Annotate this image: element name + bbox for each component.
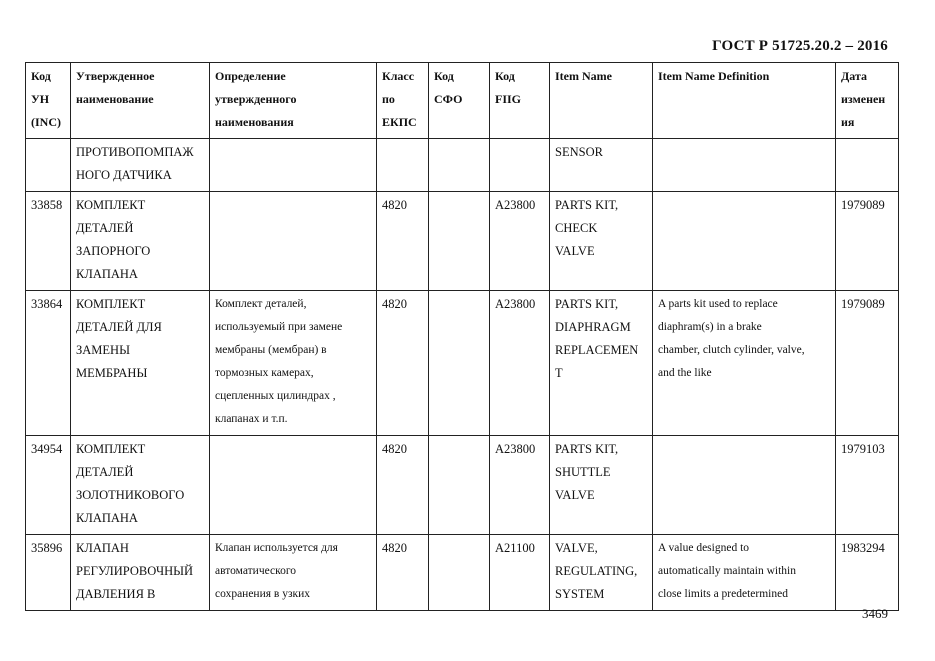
cell-sfo	[429, 436, 490, 535]
cell-definition	[210, 139, 377, 192]
cell-item-name: PARTS KIT, CHECK VALVE	[550, 192, 653, 291]
cell-inc: 33858	[26, 192, 71, 291]
header-item-name: Item Name	[550, 63, 653, 139]
cell-inc	[26, 139, 71, 192]
cell-class: 4820	[377, 436, 429, 535]
header-sfo-code: Код СФО	[429, 63, 490, 139]
cell-date: 1979103	[836, 436, 899, 535]
cell-fiig: A23800	[490, 291, 550, 436]
cell-item-name: PARTS KIT, SHUTTLE VALVE	[550, 436, 653, 535]
cell-date	[836, 139, 899, 192]
cell-inc: 35896	[26, 535, 71, 611]
page-number: 3469	[862, 606, 888, 621]
header-definition: Определение утвержденного наименования	[210, 63, 377, 139]
cell-class	[377, 139, 429, 192]
cell-item-def: A parts kit used to replace diaphram(s) in a brake chamber, clutch cylinder, valve, and the like	[653, 291, 836, 436]
document-title: ГОСТ Р 51725.20.2 – 2016	[712, 38, 888, 54]
cell-item-name: SENSOR	[550, 139, 653, 192]
cell-sfo	[429, 192, 490, 291]
header-change-date: Дата изменен ия	[836, 63, 899, 139]
cell-fiig: A23800	[490, 192, 550, 291]
table-row	[26, 535, 899, 611]
cell-name: КЛАПАН РЕГУЛИРОВОЧНЫЙ ДАВЛЕНИЯ В	[71, 535, 210, 611]
cell-fiig: A23800	[490, 436, 550, 535]
cell-item-name: PARTS KIT, DIAPHRAGM REPLACEMEN T	[550, 291, 653, 436]
cell-date: 1979089	[836, 291, 899, 436]
header-row	[26, 63, 899, 139]
cell-inc: 33864	[26, 291, 71, 436]
cell-definition	[210, 192, 377, 291]
cell-class: 4820	[377, 535, 429, 611]
table-row	[26, 139, 899, 192]
catalog-table	[25, 62, 899, 611]
cell-item-def: A value designed to automatically maintain within close limits a predetermined	[653, 535, 836, 611]
cell-item-def	[653, 436, 836, 535]
cell-definition	[210, 436, 377, 535]
header-inc: Код УН (INC)	[26, 63, 71, 139]
header-ekps-class: Класс по ЕКПС	[377, 63, 429, 139]
cell-item-def	[653, 192, 836, 291]
cell-class: 4820	[377, 291, 429, 436]
cell-definition: Комплект деталей, используемый при замене мембраны (мембран) в тормозных камерах, сцепленных цилиндрах , клапанах и т.п.	[210, 291, 377, 436]
table-row	[26, 291, 899, 436]
table-row	[26, 192, 899, 291]
cell-item-def	[653, 139, 836, 192]
cell-date: 1983294	[836, 535, 899, 611]
header-approved-name: Утвержденное наименование	[71, 63, 210, 139]
cell-inc: 34954	[26, 436, 71, 535]
cell-fiig: A21100	[490, 535, 550, 611]
cell-name: КОМПЛЕКТ ДЕТАЛЕЙ ЗОЛОТНИКОВОГО КЛАПАНА	[71, 436, 210, 535]
cell-definition: Клапан используется для автоматического сохранения в узких	[210, 535, 377, 611]
cell-sfo	[429, 535, 490, 611]
cell-class: 4820	[377, 192, 429, 291]
header-item-name-definition: Item Name Definition	[653, 63, 836, 139]
cell-name: ПРОТИВОПОМПАЖ НОГО ДАТЧИКА	[71, 139, 210, 192]
table-row	[26, 436, 899, 535]
cell-item-name: VALVE, REGULATING, SYSTEM	[550, 535, 653, 611]
header-fiig-code: Код FIIG	[490, 63, 550, 139]
cell-fiig	[490, 139, 550, 192]
cell-sfo	[429, 291, 490, 436]
cell-name: КОМПЛЕКТ ДЕТАЛЕЙ ДЛЯ ЗАМЕНЫ МЕМБРАНЫ	[71, 291, 210, 436]
cell-date: 1979089	[836, 192, 899, 291]
cell-sfo	[429, 139, 490, 192]
cell-name: КОМПЛЕКТ ДЕТАЛЕЙ ЗАПОРНОГО КЛАПАНА	[71, 192, 210, 291]
